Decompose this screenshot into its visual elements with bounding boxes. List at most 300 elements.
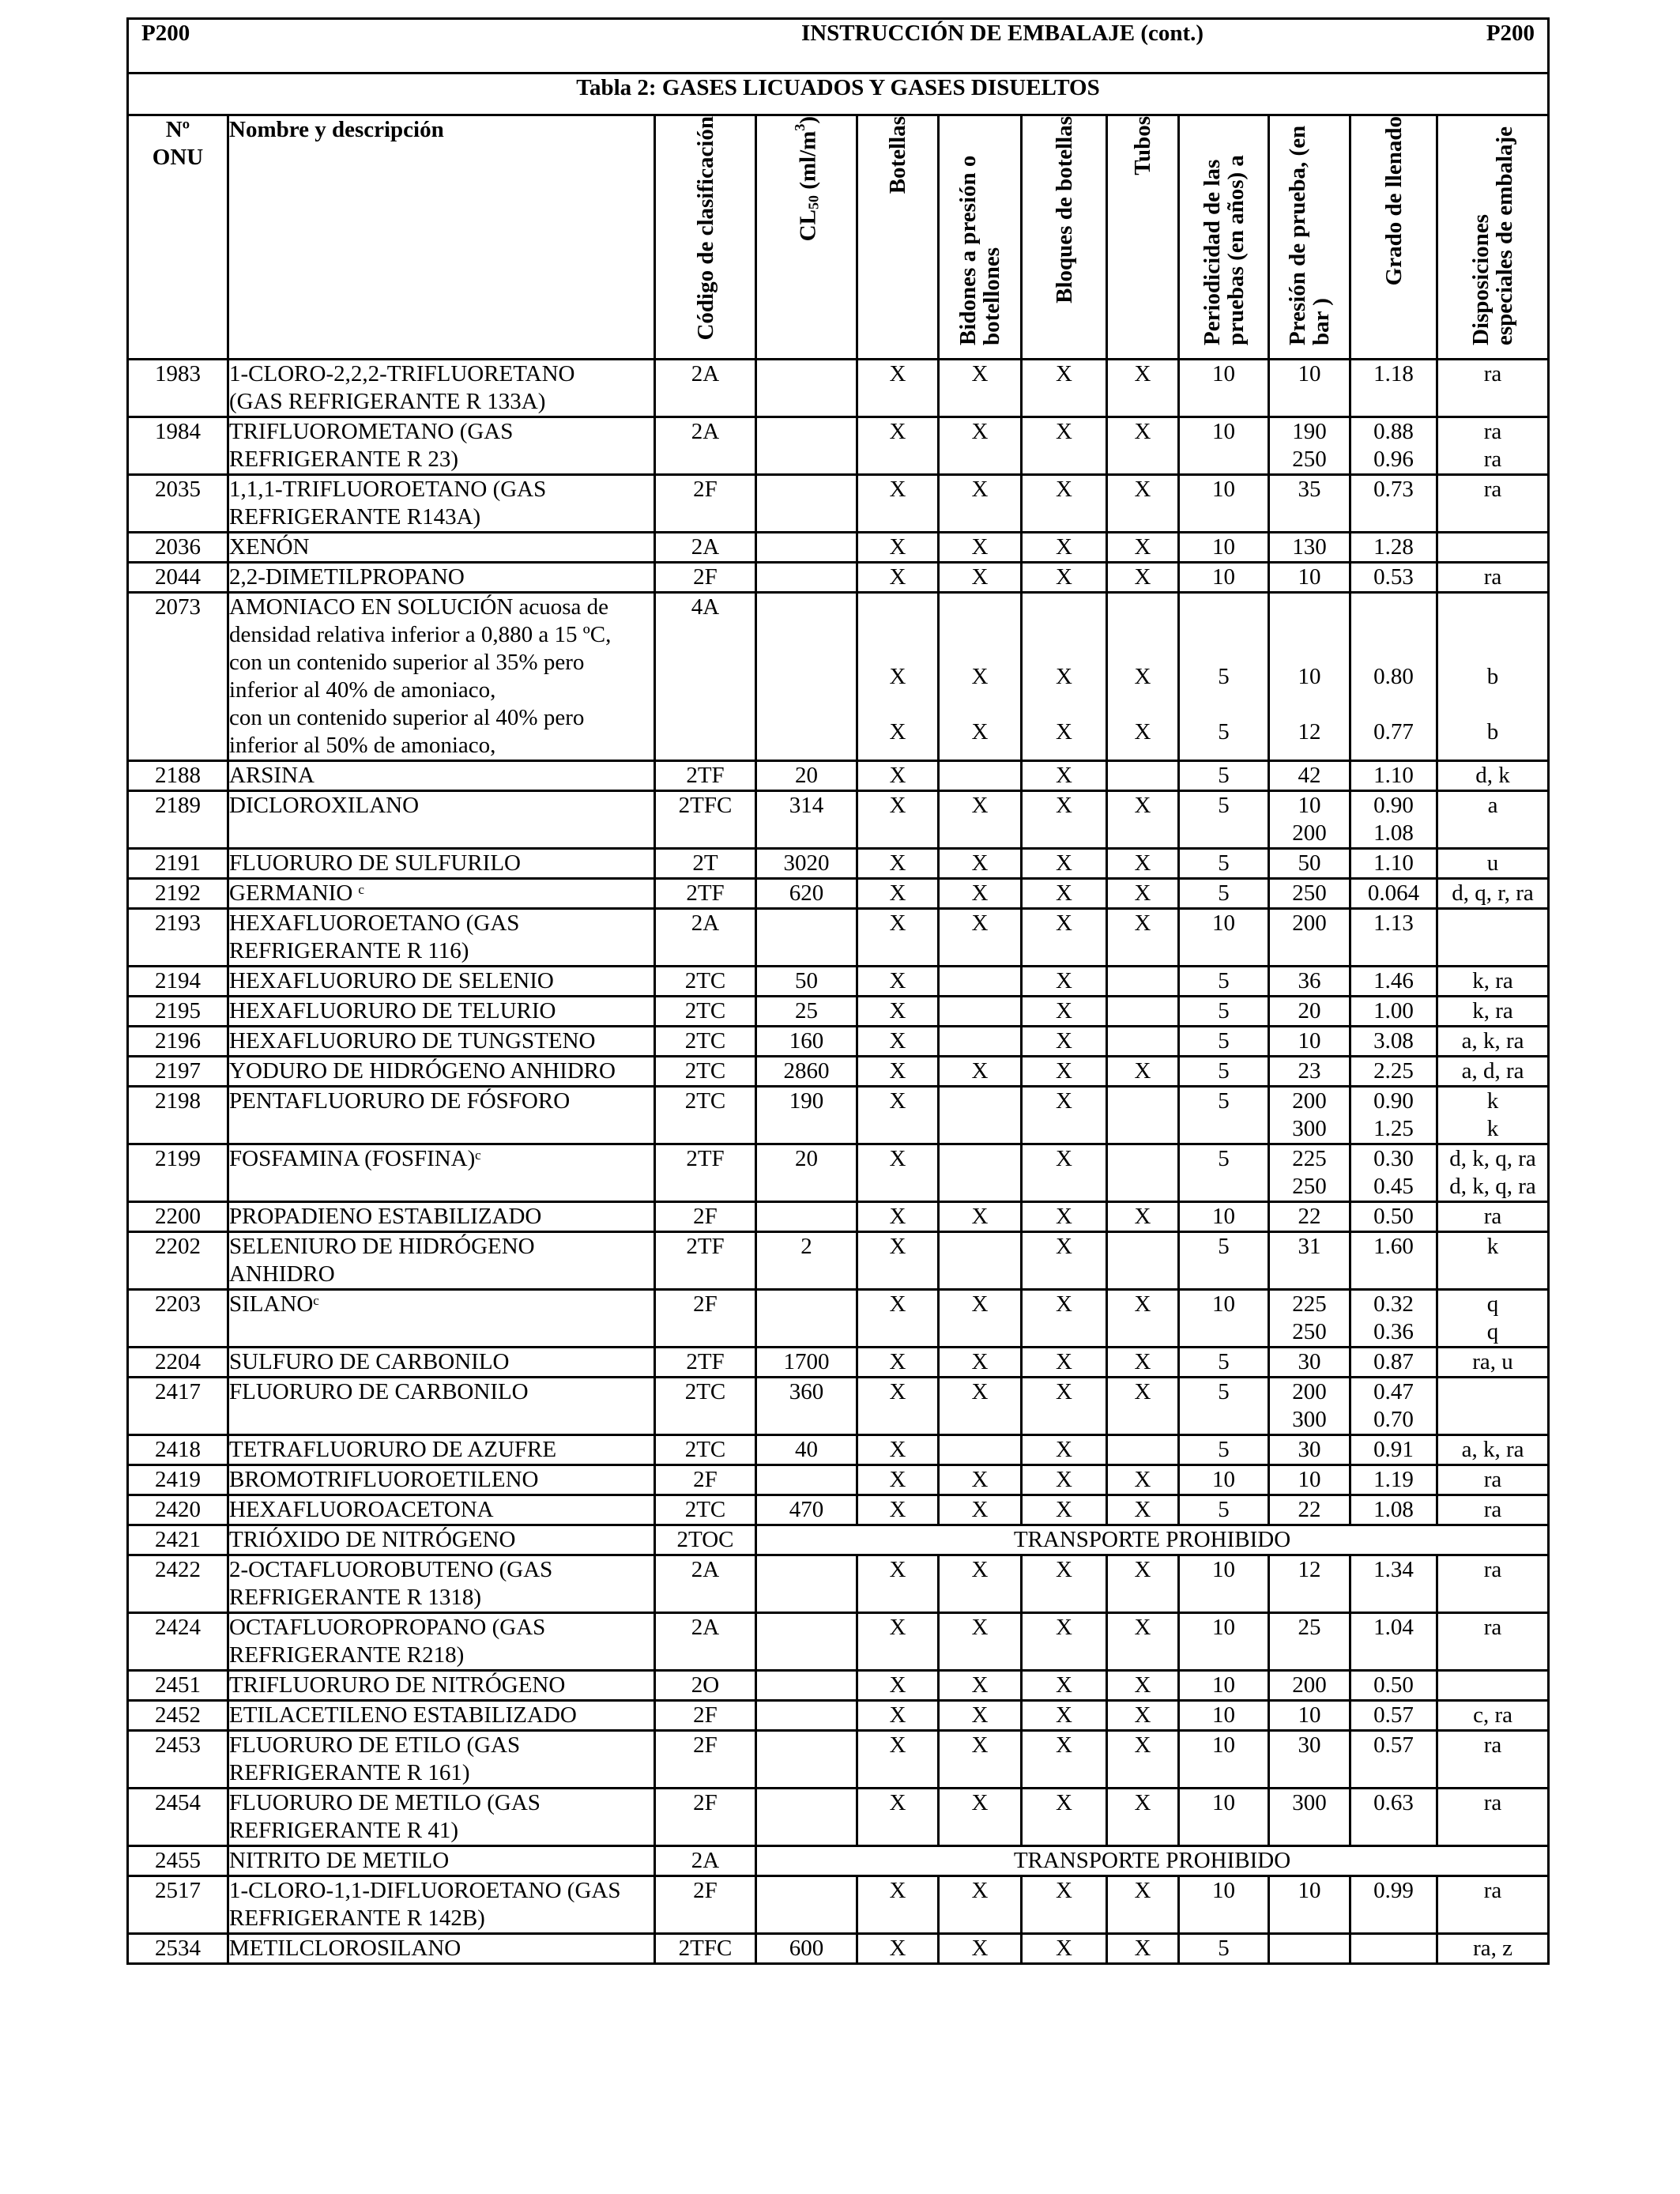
test-period: 10 bbox=[1179, 1701, 1269, 1731]
test-pressure bbox=[1269, 997, 1350, 1027]
test-period: 10 bbox=[1179, 1465, 1269, 1495]
cell-line: 35 bbox=[1298, 477, 1321, 502]
substance-name bbox=[228, 967, 655, 997]
classification-code: 2F bbox=[655, 1876, 756, 1934]
cell-line: 0.91 bbox=[1373, 1437, 1414, 1462]
cell-line: 12 bbox=[1298, 719, 1321, 745]
lc50-value: 620 bbox=[756, 879, 857, 909]
test-period: 5 bbox=[1179, 1495, 1269, 1525]
tubes-mark: X bbox=[1107, 1290, 1179, 1348]
cell-line: SULFURO DE CARBONILO bbox=[229, 1349, 510, 1374]
filling-ratio bbox=[1350, 1202, 1437, 1232]
lc50-value bbox=[756, 1613, 857, 1671]
test-pressure bbox=[1269, 1348, 1350, 1378]
un-number: 2196 bbox=[128, 1027, 228, 1057]
lc50-value: 25 bbox=[756, 997, 857, 1027]
test-period bbox=[1179, 593, 1269, 761]
table-row bbox=[128, 475, 1549, 533]
special-provisions bbox=[1437, 909, 1549, 967]
test-pressure bbox=[1269, 761, 1350, 791]
col-bottles bbox=[857, 115, 939, 360]
test-pressure bbox=[1269, 1731, 1350, 1789]
table-row bbox=[128, 1057, 1549, 1087]
un-number: 2202 bbox=[128, 1232, 228, 1290]
table-row bbox=[128, 761, 1549, 791]
cell-line bbox=[1180, 594, 1268, 649]
cell-line: YODURO DE HIDRÓGENO ANHIDRO bbox=[229, 1058, 616, 1084]
classification-code: 2TC bbox=[655, 1495, 756, 1525]
lc50-value bbox=[756, 563, 857, 593]
special-provisions bbox=[1437, 1202, 1549, 1232]
un-number: 2417 bbox=[128, 1378, 228, 1435]
bundles-mark: X bbox=[1022, 761, 1107, 791]
cell-line: 0.36 bbox=[1373, 1319, 1414, 1344]
drums-mark: X bbox=[939, 1378, 1022, 1435]
substance-name bbox=[228, 1290, 655, 1348]
cell-line: 0.87 bbox=[1373, 1349, 1414, 1374]
tubes-mark: X bbox=[1107, 360, 1179, 417]
bundles-mark: X bbox=[1022, 1555, 1107, 1613]
cell-line: 10 bbox=[1298, 664, 1321, 689]
substance-name bbox=[228, 1144, 655, 1202]
cell-line: FLUORURO DE ETILO (GAS bbox=[229, 1732, 521, 1758]
cell-line: REFRIGERANTE R 161) bbox=[229, 1760, 470, 1785]
cell-line: HEXAFLUORURO DE TELURIO bbox=[229, 998, 556, 1023]
tubes-mark: X bbox=[1107, 1465, 1179, 1495]
un-number: 2534 bbox=[128, 1934, 228, 1964]
tubes-mark: X bbox=[1107, 533, 1179, 563]
col-special-label: Disposiciones especiales de embalaje bbox=[1468, 126, 1518, 345]
cell-line: 0.90 bbox=[1373, 1088, 1414, 1114]
cell-line: 1,1,1-TRIFLUOROETANO (GAS bbox=[229, 477, 547, 502]
cell-line: HEXAFLUORURO DE SELENIO bbox=[229, 968, 554, 993]
table-row bbox=[128, 1846, 1549, 1876]
col-bottles-label: Botellas bbox=[885, 116, 910, 194]
cell-line: 250 bbox=[1292, 880, 1327, 906]
test-period: 5 bbox=[1179, 997, 1269, 1027]
un-number: 2198 bbox=[128, 1087, 228, 1144]
substance-name bbox=[228, 791, 655, 849]
bundles-mark: X bbox=[1022, 1435, 1107, 1465]
filling-ratio bbox=[1350, 1087, 1437, 1144]
cell-line: 23 bbox=[1298, 1058, 1321, 1084]
cell-line: OCTAFLUOROPROPANO (GAS bbox=[229, 1615, 546, 1640]
classification-code: 2TF bbox=[655, 1348, 756, 1378]
lc50-value: 40 bbox=[756, 1435, 857, 1465]
drums-mark bbox=[939, 1027, 1022, 1057]
cell-line: X bbox=[1134, 664, 1151, 689]
bottles-mark: X bbox=[857, 1789, 939, 1846]
filling-ratio bbox=[1350, 1701, 1437, 1731]
cell-line: 1.10 bbox=[1373, 763, 1414, 788]
col-filling bbox=[1350, 115, 1437, 360]
special-provisions bbox=[1437, 1348, 1549, 1378]
bundles-mark: X bbox=[1022, 1232, 1107, 1290]
substance-name bbox=[228, 475, 655, 533]
lc50-value bbox=[756, 1465, 857, 1495]
substance-name bbox=[228, 1613, 655, 1671]
cell-line: 200 bbox=[1292, 1379, 1327, 1404]
drums-mark bbox=[939, 1144, 1022, 1202]
drums-mark: X bbox=[939, 1934, 1022, 1964]
cell-line: 0.80 bbox=[1373, 664, 1414, 689]
lc50-value: 360 bbox=[756, 1378, 857, 1435]
substance-name bbox=[228, 1087, 655, 1144]
bundles-mark: X bbox=[1022, 1671, 1107, 1701]
drums-mark: X bbox=[939, 563, 1022, 593]
bundles-mark: X bbox=[1022, 417, 1107, 475]
lc50-value: 160 bbox=[756, 1027, 857, 1057]
bottles-mark: X bbox=[857, 1555, 939, 1613]
table-row bbox=[128, 849, 1549, 879]
table-title-row bbox=[128, 74, 1549, 115]
cell-line: FLUORURO DE CARBONILO bbox=[229, 1379, 529, 1404]
tubes-mark: X bbox=[1107, 1671, 1179, 1701]
substance-name bbox=[228, 909, 655, 967]
column-header-row bbox=[128, 115, 1549, 360]
drums-mark: X bbox=[939, 1057, 1022, 1087]
col-drums-label: Bidones a presión o botellones bbox=[955, 155, 1004, 345]
cell-line: 130 bbox=[1292, 534, 1327, 560]
lc50-value bbox=[756, 1876, 857, 1934]
cell-line: 1.34 bbox=[1373, 1557, 1414, 1582]
special-provisions bbox=[1437, 593, 1549, 761]
classification-code: 2F bbox=[655, 1290, 756, 1348]
cell-line: ra bbox=[1483, 1878, 1502, 1903]
cell-line bbox=[1438, 594, 1547, 649]
cell-line: 0.70 bbox=[1373, 1407, 1414, 1432]
lc50-value bbox=[756, 1555, 857, 1613]
cell-line: ra bbox=[1483, 447, 1502, 472]
special-provisions bbox=[1437, 533, 1549, 563]
col-test-pressure bbox=[1269, 115, 1350, 360]
cell-line bbox=[858, 594, 937, 649]
test-period: 10 bbox=[1179, 909, 1269, 967]
cell-line: k bbox=[1486, 1088, 1499, 1114]
filling-ratio bbox=[1350, 1435, 1437, 1465]
substance-name bbox=[228, 360, 655, 417]
substance-name bbox=[228, 1934, 655, 1964]
tubes-mark: X bbox=[1107, 1789, 1179, 1846]
bottles-mark: X bbox=[857, 909, 939, 967]
special-provisions bbox=[1437, 1435, 1549, 1465]
tubes-mark bbox=[1107, 761, 1179, 791]
test-period: 10 bbox=[1179, 1731, 1269, 1789]
classification-code: 2F bbox=[655, 1789, 756, 1846]
bottles-mark: X bbox=[857, 1348, 939, 1378]
cell-line: 250 bbox=[1292, 1319, 1327, 1344]
classification-code: 2TC bbox=[655, 1027, 756, 1057]
cell-line: XENÓN bbox=[229, 534, 310, 560]
table-row bbox=[128, 533, 1549, 563]
bundles-mark bbox=[1022, 593, 1107, 761]
un-number: 2195 bbox=[128, 997, 228, 1027]
cell-line: 0.77 bbox=[1373, 719, 1414, 745]
un-number: 2418 bbox=[128, 1435, 228, 1465]
tubes-mark: X bbox=[1107, 1495, 1179, 1525]
un-number: 1983 bbox=[128, 360, 228, 417]
cell-line: DICLOROXILANO bbox=[229, 793, 420, 818]
classification-code: 2TFC bbox=[655, 1934, 756, 1964]
cell-line: 20 bbox=[1298, 998, 1321, 1023]
cell-line: X bbox=[1134, 719, 1151, 745]
bundles-mark: X bbox=[1022, 1613, 1107, 1671]
table-row bbox=[128, 1934, 1549, 1964]
test-period: 5 bbox=[1179, 791, 1269, 849]
drums-mark: X bbox=[939, 791, 1022, 849]
table-row bbox=[128, 1701, 1549, 1731]
tubes-mark bbox=[1107, 1027, 1179, 1057]
un-number: 2197 bbox=[128, 1057, 228, 1087]
un-number: 2191 bbox=[128, 849, 228, 879]
cell-line: FLUORURO DE SULFURILO bbox=[229, 850, 521, 876]
drums-mark: X bbox=[939, 1876, 1022, 1934]
special-provisions bbox=[1437, 761, 1549, 791]
table-row bbox=[128, 360, 1549, 417]
bundles-mark: X bbox=[1022, 475, 1107, 533]
test-pressure bbox=[1269, 1555, 1350, 1613]
col-lc50-label: $CL_{50}$ $(ml/m^3)$ bbox=[791, 116, 822, 242]
bundles-mark: X bbox=[1022, 1378, 1107, 1435]
filling-ratio bbox=[1350, 1027, 1437, 1057]
substance-name bbox=[228, 533, 655, 563]
cell-line: NITRITO DE METILO bbox=[229, 1848, 450, 1873]
packing-instruction-table bbox=[126, 17, 1550, 1965]
un-number: 2200 bbox=[128, 1202, 228, 1232]
cell-line: b bbox=[1486, 719, 1499, 745]
tubes-mark: X bbox=[1107, 1348, 1179, 1378]
test-pressure bbox=[1269, 1057, 1350, 1087]
cell-line: 200 bbox=[1292, 1672, 1327, 1698]
bundles-mark: X bbox=[1022, 1202, 1107, 1232]
test-period: 5 bbox=[1179, 1087, 1269, 1144]
cell-line: 42 bbox=[1298, 763, 1321, 788]
cell-line: REFRIGERANTE R 1318) bbox=[229, 1585, 481, 1610]
col-lc50 bbox=[756, 115, 857, 360]
cell-line: 1-CLORO-2,2,2-TRIFLUORETANO bbox=[229, 361, 575, 386]
cell-line: 225 bbox=[1292, 1146, 1327, 1171]
filling-ratio bbox=[1350, 1057, 1437, 1087]
bottles-mark: X bbox=[857, 879, 939, 909]
test-period: 10 bbox=[1179, 1555, 1269, 1613]
classification-code: 2TF bbox=[655, 1232, 756, 1290]
transport-prohibited: TRANSPORTE PROHIBIDO bbox=[756, 1525, 1549, 1555]
drums-mark: X bbox=[939, 1613, 1022, 1671]
bottles-mark: X bbox=[857, 1731, 939, 1789]
lc50-value: 190 bbox=[756, 1087, 857, 1144]
drums-mark: X bbox=[939, 360, 1022, 417]
un-number: 2421 bbox=[128, 1525, 228, 1555]
table-row bbox=[128, 1555, 1549, 1613]
filling-ratio bbox=[1350, 563, 1437, 593]
cell-line: REFRIGERANTE R 23) bbox=[229, 447, 458, 472]
bundles-mark: X bbox=[1022, 1876, 1107, 1934]
test-period: 10 bbox=[1179, 533, 1269, 563]
col-test-pressure-label: Presión de prueba, (en bar ) bbox=[1285, 125, 1335, 345]
filling-ratio bbox=[1350, 1495, 1437, 1525]
cell-line: q bbox=[1486, 1319, 1499, 1344]
bottles-mark: X bbox=[857, 849, 939, 879]
substance-name bbox=[228, 1525, 655, 1555]
bottles-mark: X bbox=[857, 997, 939, 1027]
test-pressure bbox=[1269, 563, 1350, 593]
cell-line: 0.30 bbox=[1373, 1146, 1414, 1171]
test-period: 5 bbox=[1179, 1435, 1269, 1465]
cell-line: 0.45 bbox=[1373, 1174, 1414, 1199]
cell-line: (GAS REFRIGERANTE R 133A) bbox=[229, 389, 546, 414]
table-row bbox=[128, 1348, 1549, 1378]
lc50-value bbox=[756, 475, 857, 533]
cell-line: HEXAFLUORURO DE TUNGSTENO bbox=[229, 1028, 596, 1054]
substance-name bbox=[228, 593, 655, 761]
cell-line: 0.32 bbox=[1373, 1291, 1414, 1317]
substance-name bbox=[228, 879, 655, 909]
filling-ratio bbox=[1350, 1789, 1437, 1846]
cell-line: d, q, r, ra bbox=[1452, 880, 1534, 906]
filling-ratio bbox=[1350, 417, 1437, 475]
test-period: 5 bbox=[1179, 879, 1269, 909]
test-pressure bbox=[1269, 1876, 1350, 1934]
table-row bbox=[128, 417, 1549, 475]
bottles-mark: X bbox=[857, 360, 939, 417]
substance-name bbox=[228, 1378, 655, 1435]
un-number: 2199 bbox=[128, 1144, 228, 1202]
classification-code: 2TF bbox=[655, 1144, 756, 1202]
cell-line: inferior al 40% de amoniaco, bbox=[229, 677, 496, 703]
test-pressure bbox=[1269, 1465, 1350, 1495]
filling-ratio bbox=[1350, 879, 1437, 909]
cell-line: TRIÓXIDO DE NITRÓGENO bbox=[229, 1527, 516, 1552]
substance-name bbox=[228, 1027, 655, 1057]
drums-mark: X bbox=[939, 533, 1022, 563]
instruction-code-right: P200 bbox=[1350, 19, 1549, 74]
test-period: 5 bbox=[1179, 849, 1269, 879]
col-name: Nombre y descripción bbox=[228, 115, 655, 360]
col-periodicity-label: Periodicidad de las pruebas (en años) a bbox=[1199, 155, 1249, 345]
instruction-header bbox=[128, 19, 1549, 74]
substance-name bbox=[228, 1435, 655, 1465]
cell-line: con un contenido superior al 35% pero bbox=[229, 650, 585, 675]
cell-line: PENTAFLUORURO DE FÓSFORO bbox=[229, 1088, 571, 1114]
bottles-mark: X bbox=[857, 1378, 939, 1435]
classification-code: 2TC bbox=[655, 1057, 756, 1087]
table-row bbox=[128, 1290, 1549, 1348]
test-period: 10 bbox=[1179, 1290, 1269, 1348]
cell-line: 10 bbox=[1298, 1878, 1321, 1903]
substance-name bbox=[228, 1876, 655, 1934]
tubes-mark: X bbox=[1107, 1202, 1179, 1232]
cell-line: HEXAFLUOROACETONA bbox=[229, 1497, 494, 1522]
table-row bbox=[128, 563, 1549, 593]
cell-line: 1.04 bbox=[1373, 1615, 1414, 1640]
classification-code: 2F bbox=[655, 563, 756, 593]
un-number: 2044 bbox=[128, 563, 228, 593]
cell-line: d, k, q, ra bbox=[1449, 1174, 1536, 1199]
table-row bbox=[128, 1789, 1549, 1846]
cell-line: a, d, ra bbox=[1461, 1058, 1524, 1084]
test-pressure bbox=[1269, 1232, 1350, 1290]
filling-ratio bbox=[1350, 761, 1437, 791]
col-filling-label: Grado de llenado bbox=[1381, 116, 1407, 286]
cell-line: GERMANIO ᶜ bbox=[229, 880, 364, 906]
substance-name bbox=[228, 1232, 655, 1290]
un-number: 2453 bbox=[128, 1731, 228, 1789]
tubes-mark: X bbox=[1107, 879, 1179, 909]
lc50-value bbox=[756, 360, 857, 417]
un-number: 2419 bbox=[128, 1465, 228, 1495]
drums-mark bbox=[939, 1087, 1022, 1144]
classification-code: 2A bbox=[655, 1846, 756, 1876]
cell-line: ra bbox=[1483, 564, 1502, 590]
un-number: 2455 bbox=[128, 1846, 228, 1876]
bundles-mark: X bbox=[1022, 1465, 1107, 1495]
transport-prohibited: TRANSPORTE PROHIBIDO bbox=[756, 1846, 1549, 1876]
lc50-value bbox=[756, 1701, 857, 1731]
substance-name bbox=[228, 1465, 655, 1495]
filling-ratio bbox=[1350, 997, 1437, 1027]
test-period: 10 bbox=[1179, 417, 1269, 475]
table-title: Tabla 2: GASES LICUADOS Y GASES DISUELTOS bbox=[128, 74, 1549, 115]
table-row bbox=[128, 879, 1549, 909]
cell-line: 1.00 bbox=[1373, 998, 1414, 1023]
cell-line bbox=[1351, 594, 1436, 649]
drums-mark: X bbox=[939, 849, 1022, 879]
cell-line: 10 bbox=[1298, 564, 1321, 590]
filling-ratio bbox=[1350, 1613, 1437, 1671]
classification-code: 2TF bbox=[655, 879, 756, 909]
substance-name bbox=[228, 1202, 655, 1232]
un-number: 1984 bbox=[128, 417, 228, 475]
cell-line: con un contenido superior al 40% pero bbox=[229, 705, 585, 730]
filling-ratio bbox=[1350, 849, 1437, 879]
filling-ratio bbox=[1350, 791, 1437, 849]
test-pressure bbox=[1269, 475, 1350, 533]
special-provisions bbox=[1437, 417, 1549, 475]
cell-line: 30 bbox=[1298, 1349, 1321, 1374]
substance-name bbox=[228, 1701, 655, 1731]
bundles-mark: X bbox=[1022, 879, 1107, 909]
drums-mark: X bbox=[939, 1348, 1022, 1378]
lc50-value bbox=[756, 533, 857, 563]
cell-line: ra bbox=[1483, 1204, 1502, 1229]
instruction-code-left: P200 bbox=[128, 19, 655, 74]
drums-mark bbox=[939, 1435, 1022, 1465]
un-number: 2193 bbox=[128, 909, 228, 967]
classification-code: 2TOC bbox=[655, 1525, 756, 1555]
bottles-mark: X bbox=[857, 1232, 939, 1290]
cell-line: 0.90 bbox=[1373, 793, 1414, 818]
special-provisions bbox=[1437, 1027, 1549, 1057]
cell-line: METILCLOROSILANO bbox=[229, 1936, 461, 1961]
test-pressure bbox=[1269, 1087, 1350, 1144]
col-tubes-label: Tubos bbox=[1130, 116, 1155, 175]
cell-line: TETRAFLUORURO DE AZUFRE bbox=[229, 1437, 557, 1462]
substance-name bbox=[228, 997, 655, 1027]
classification-code: 2F bbox=[655, 1202, 756, 1232]
bottles-mark: X bbox=[857, 1934, 939, 1964]
table-row bbox=[128, 997, 1549, 1027]
drums-mark: X bbox=[939, 1671, 1022, 1701]
cell-line: ra bbox=[1483, 1497, 1502, 1522]
cell-line: 300 bbox=[1292, 1407, 1327, 1432]
classification-code: 2TC bbox=[655, 967, 756, 997]
table-row bbox=[128, 1232, 1549, 1290]
un-number: 2452 bbox=[128, 1701, 228, 1731]
cell-line: SILANOᶜ bbox=[229, 1291, 319, 1317]
cell-line: HEXAFLUOROETANO (GAS bbox=[229, 910, 520, 936]
cell-line: 2,2-DIMETILPROPANO bbox=[229, 564, 465, 590]
test-pressure bbox=[1269, 1290, 1350, 1348]
